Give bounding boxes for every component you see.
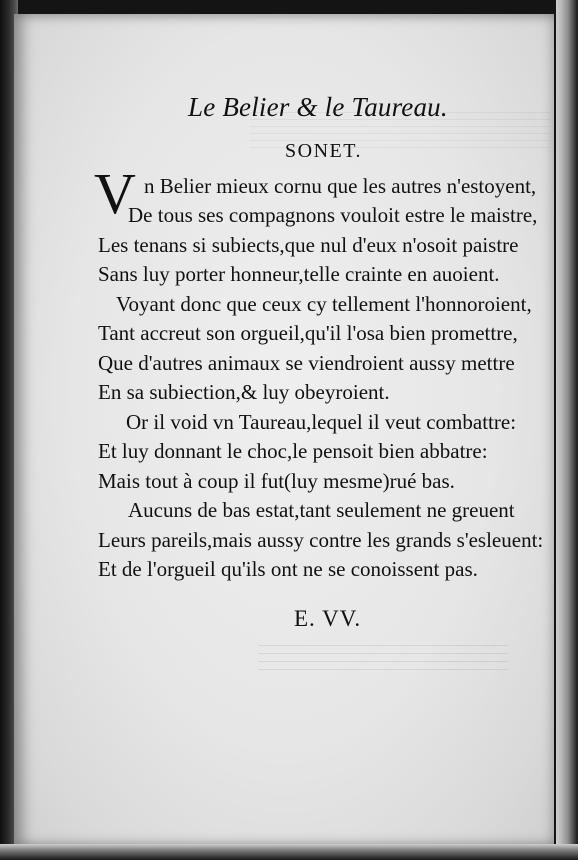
verse-line-11: Mais tout à coup il fut(luy mesme)rué bas.	[98, 469, 455, 493]
verse-line-7: Que d'autres animaux se viendroient aussy mettre	[98, 351, 515, 375]
verse-line-8: En sa subiection,& luy obeyroient.	[98, 380, 390, 404]
bottom-page-edge	[0, 844, 578, 860]
verse-line-6: Tant accreut son orgueil,qu'il l'osa bien promettre,	[98, 321, 518, 345]
verse-line-3: Les tenans si subiects,que nul d'eux n'osoit paistre	[98, 233, 519, 257]
poem-subtitle: SONET.	[285, 140, 362, 162]
bleed-through-bottom	[258, 640, 508, 670]
verse-line-9: Or il void vn Taureau,lequel il veut combattre:	[126, 410, 517, 434]
verse-line-5: Voyant donc que ceux cy tellement l'honnoroient,	[116, 292, 532, 316]
verse-line-4: Sans luy porter honneur,telle crainte en auoient.	[98, 262, 500, 286]
author-initials: E. VV.	[294, 606, 362, 631]
verse-line-2: De tous ses compagnons vouloit estre le maistre,	[128, 203, 538, 227]
verse-line-10: Et luy donnant le choc,le pensoit bien abbatre:	[98, 439, 488, 463]
poem-title: Le Belier & le Taureau.	[188, 92, 448, 122]
drop-cap-letter: V	[94, 161, 136, 226]
page-edge	[556, 0, 578, 860]
verse-line-12: Aucuns de bas estat,tant seulement ne greuent	[128, 498, 515, 522]
verse-line-13: Leurs pareils,mais aussy contre les grands s'esleuent:	[98, 528, 544, 552]
verse-line-14: Et de l'orgueil qu'ils ont ne se conoissent pas.	[98, 557, 478, 581]
verse-line-1: n Belier mieux cornu que les autres n'estoyent,	[144, 174, 537, 198]
